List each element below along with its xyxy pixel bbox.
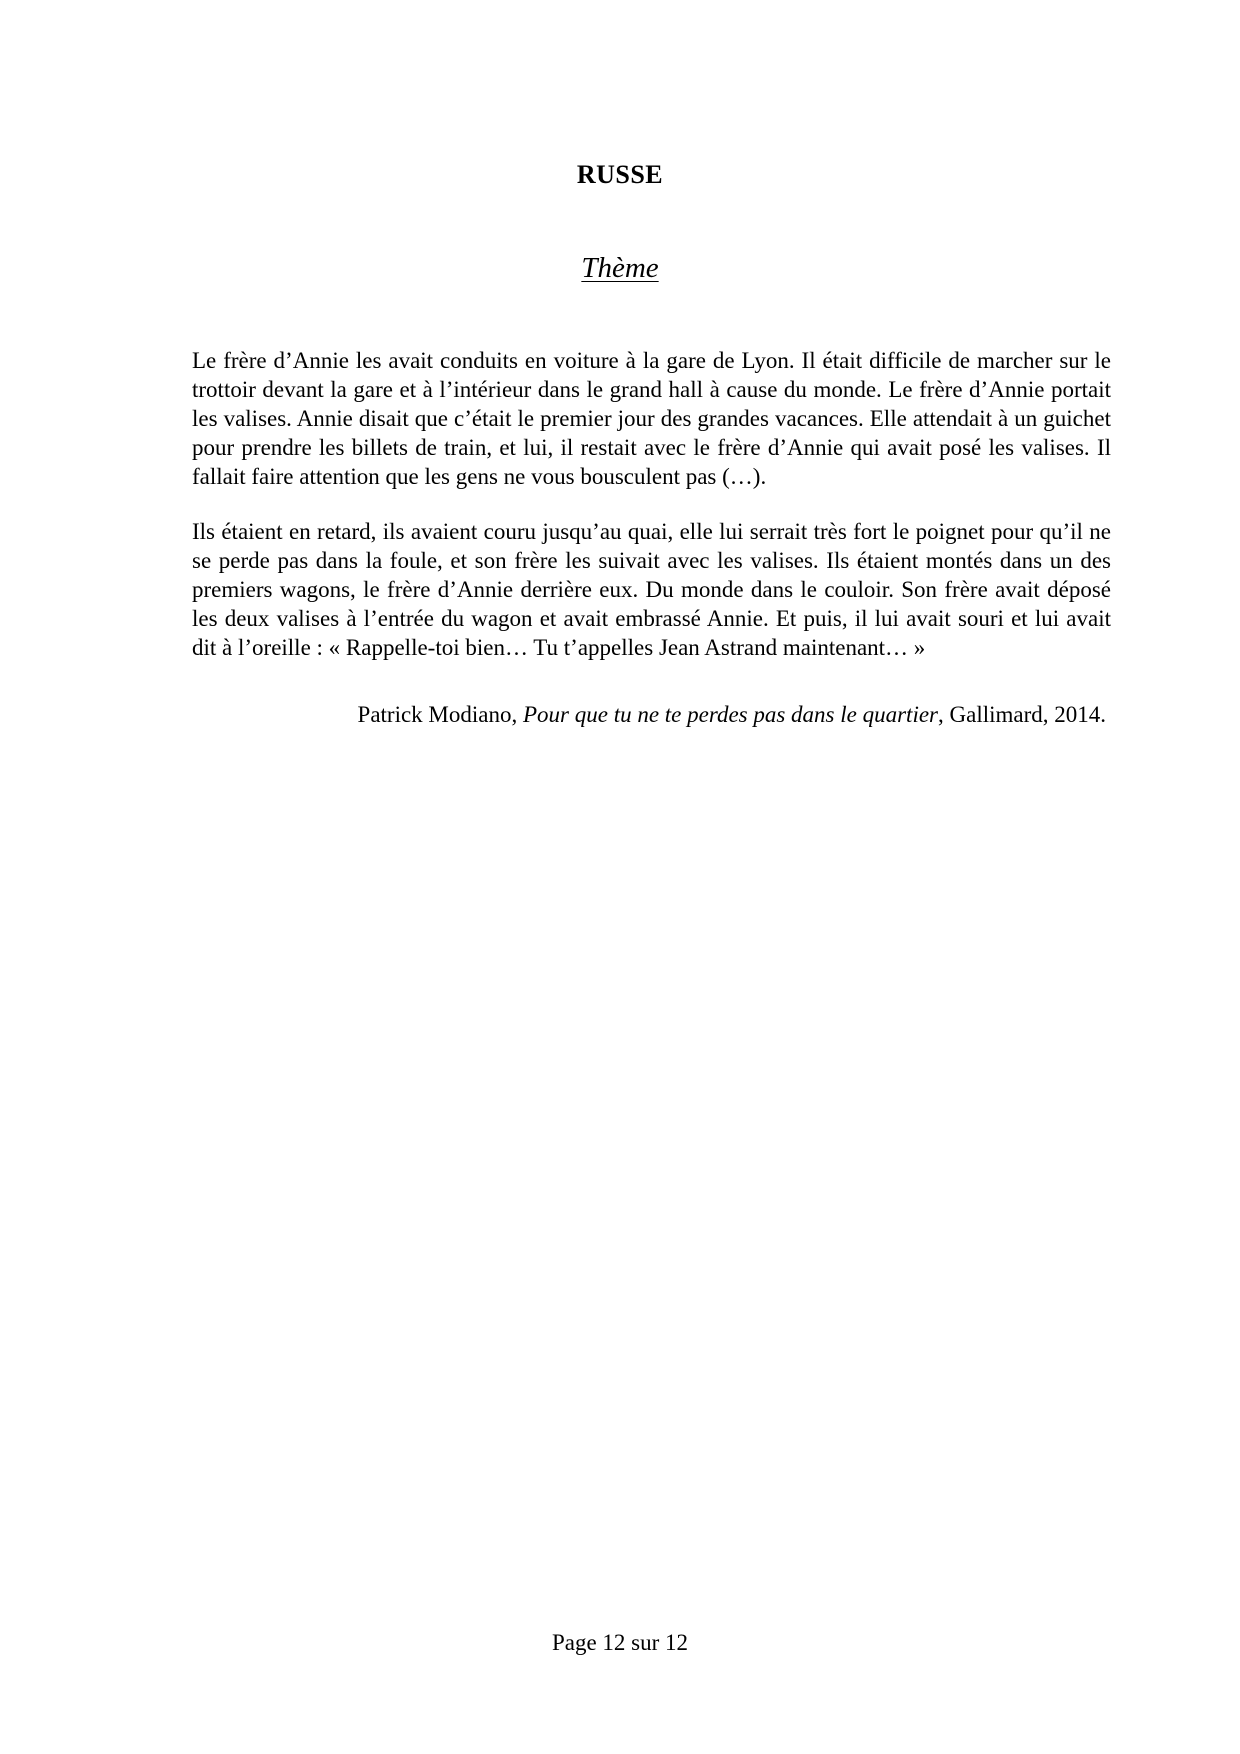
publisher-year: , Gallimard, 2014. (938, 702, 1106, 727)
exercise-title: Thème (581, 252, 659, 284)
excerpt-paragraph-1: Le frère d’Annie les avait conduits en voiture à la gare de Lyon. Il était difficile de marcher sur le trottoir devant la gare et à l’intérieur dans le grand hall à cause du monde. Le frère d’Annie portait les valises. Annie disait que c’était le premier jour des grandes vacances. Elle attendait à un guichet pour prendre les billets de train, et lui, il restait avec le frère d’Annie qui avait posé les valises. Il fallait faire attention que les gens ne vous bousculent pas (…). (192, 348, 1111, 489)
excerpt-paragraph-2: Ils étaient en retard, ils avaient couru jusqu’au quai, elle lui serrait très fort le poignet pour qu’il ne se perde pas dans la foule, et son frère les suivait avec les valises. Ils étaient montés dans un des premiers wagons, le frère d’Annie derrière eux. Du monde dans le couloir. Son frère avait déposé les deux valises à l’entrée du wagon et avait embrassé Annie. Et puis, il lui avait souri et lui avait dit à l’oreille : « Rappelle-toi bien… Tu t’appelles Jean Astrand maintenant… » (192, 519, 1111, 660)
subject-title: RUSSE (576, 160, 664, 189)
page-number: Page 12 sur 12 (551, 1630, 689, 1655)
author-name: Patrick Modiano, (357, 702, 518, 727)
source-attribution (192, 700, 1106, 729)
excerpt-text (192, 346, 1111, 688)
book-title: Pour que tu ne te perdes pas dans le quartier (522, 702, 938, 727)
